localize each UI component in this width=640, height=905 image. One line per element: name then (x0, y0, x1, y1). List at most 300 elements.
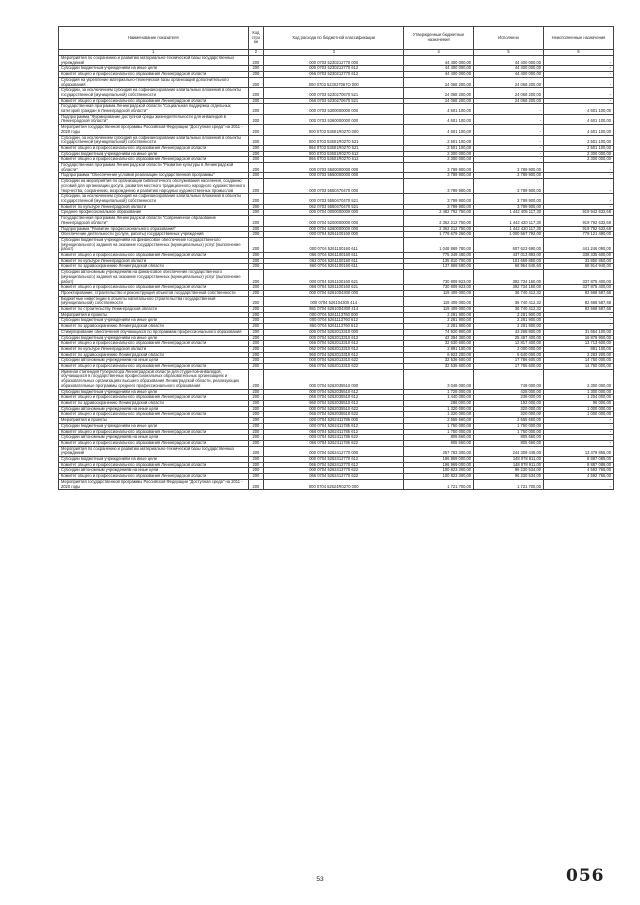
row-kbk: 960 0704 5262013310 612 (264, 352, 404, 358)
row-approved: 24 068 200,00 (404, 77, 474, 87)
row-unexecuted: - (544, 312, 614, 318)
row-approved: 257 783 300,00 (404, 446, 474, 456)
row-unexecuted: - (544, 435, 614, 441)
row-unexecuted: - (544, 98, 614, 104)
table-row (59, 474, 614, 480)
row-kbk: 000 0703 5550470470 521 (264, 194, 404, 204)
report-sheet (58, 26, 614, 490)
row-kbk: 000 0704 5262411785 622 (264, 435, 404, 441)
table-row (59, 72, 614, 78)
row-unexecuted: 8 887 089,00 (544, 462, 614, 468)
row-name: Бюджетные инвестиции в объекты капитального строительства государственной (муниципальной) собственности (59, 296, 249, 306)
row-line-code: 200 (248, 307, 264, 313)
row-executed: 36 740 412,32 (474, 307, 544, 313)
row-executed: 192 000,00 (474, 401, 544, 407)
row-executed: 392 734 150,00 (474, 285, 544, 291)
row-unexecuted: 919 942 632,68 (544, 210, 614, 216)
row-unexecuted: - (544, 440, 614, 446)
row-line-code: 200 (248, 56, 264, 66)
row-unexecuted: 2 300 000,00 (544, 369, 614, 389)
row-line-code: 200 (248, 364, 264, 370)
row-approved: 2 362 212 750,00 (404, 226, 474, 232)
row-executed: - (474, 135, 544, 145)
row-approved: 137 869 580,00 (404, 264, 474, 270)
row-executed: 236 000,00 (474, 395, 544, 401)
row-unexecuted: 68 914 940,00 (544, 264, 614, 270)
table-row (59, 324, 614, 330)
table-row (59, 479, 614, 489)
row-unexecuted: 13 479 855,00 (544, 446, 614, 456)
row-line-code: 200 (248, 179, 264, 194)
row-kbk: 066 0704 5262013310 622 (264, 364, 404, 370)
table-row (59, 77, 614, 87)
header-executed: Исполнено (474, 27, 544, 50)
row-unexecuted: - (544, 324, 614, 330)
row-executed: 5 640 000,00 (474, 352, 544, 358)
row-kbk: 066 0703 5230212770 612 (264, 72, 404, 78)
row-unexecuted: - (544, 318, 614, 324)
row-executed: 1 000 567 792,00 (474, 232, 544, 238)
table-row (59, 125, 614, 135)
row-approved: 1 750 000,00 (404, 429, 474, 435)
row-executed: 1 750 000,00 (474, 429, 544, 435)
row-approved: 2 281 900,00 (404, 324, 474, 330)
row-name: Субсидии бюджетным учреждениям на финансовое обеспечение государственного (муниципального) задания на оказание государственных (муниципальных) услуг (выполнение работ) (59, 237, 249, 252)
row-name: Комитет общего и профессионального образования Ленинградской области (59, 145, 249, 151)
row-kbk: 062 0703 5550470470 521 (264, 204, 404, 210)
row-name: Комитет по здравоохранению Ленинградской области (59, 264, 249, 270)
row-approved: 3 789 900,00 (404, 204, 474, 210)
row-line-code: 200 (248, 369, 264, 389)
row-executed: 320 000,00 (474, 412, 544, 418)
table-row (59, 66, 614, 72)
row-line-code: 200 (248, 264, 264, 270)
row-executed: 3 789 900,00 (474, 204, 544, 210)
row-name: Субсидии автономным учреждениям на иные цели (59, 468, 249, 474)
row-approved: 2 300 000,00 (404, 157, 474, 163)
row-executed: 36 740 412,32 (474, 296, 544, 306)
row-name: Комитет общего и профессионального образования Ленинградской области (59, 474, 249, 480)
row-unexecuted: - (544, 204, 614, 210)
row-kbk: 000 0704 5261113760 000 (264, 312, 404, 318)
header-line-code: Код стро ки (248, 27, 264, 50)
row-name: Субсидии бюджетным учреждениям на иные цели (59, 457, 249, 463)
row-executed: 607 623 690,00 (474, 237, 544, 252)
row-line-code: 200 (248, 457, 264, 463)
row-approved: 119 409 000,00 (404, 296, 474, 306)
table-row (59, 56, 614, 66)
table-row (59, 216, 614, 226)
row-executed: 44 400 000,00 (474, 56, 544, 66)
row-executed: - (474, 104, 544, 114)
row-approved: 44 400 000,00 (404, 56, 474, 66)
row-executed: 24 068 200,00 (474, 77, 544, 87)
row-unexecuted: 2 501 100,00 (544, 145, 614, 151)
row-line-code: 200 (248, 72, 264, 78)
row-line-code: 200 (248, 468, 264, 474)
row-name: Мероприятия по сохранению и развитию материально-технической базы государственных учреждений (59, 56, 249, 66)
table-row (59, 264, 614, 270)
row-unexecuted: 33 850 850,00 (544, 258, 614, 264)
table-row (59, 369, 614, 389)
header-approved: Утвержденные бюджетные назначения (404, 27, 474, 50)
row-line-code: 200 (248, 474, 264, 480)
row-executed: 428 000,00 (474, 389, 544, 395)
row-executed: 3 789 900,00 (474, 163, 544, 173)
row-executed: 2 281 900,00 (474, 318, 544, 324)
row-unexecuted: 2 283 200,00 (544, 352, 614, 358)
row-name: Комитет общего и профессионального образования Ленинградской области (59, 157, 249, 163)
row-approved: 119 409 000,00 (404, 290, 474, 296)
row-name: Комитет по культуре Ленинградской области (59, 258, 249, 264)
row-kbk: 000 0704 5200000000 000 (264, 216, 404, 226)
header-unexecuted: Неисполненные назначения (544, 27, 614, 50)
table-row (59, 204, 614, 210)
row-name: Комитет общего и профессионального образования Ленинградской области (59, 285, 249, 291)
row-unexecuted: 1 204 000,00 (544, 395, 614, 401)
row-kbk: 000 0704 0000000000 000 (264, 210, 404, 216)
table-row (59, 194, 614, 204)
row-executed: 44 400 000,00 (474, 72, 544, 78)
row-unexecuted: - (544, 423, 614, 429)
row-line-code: 200 (248, 318, 264, 324)
row-name: Комитет по здравоохранению Ленинградской области (59, 352, 249, 358)
row-name: Комитет по здравоохранению Ленинградской области (59, 401, 249, 407)
row-line-code: 200 (248, 204, 264, 210)
row-unexecuted: 82 668 587,68 (544, 290, 614, 296)
row-line-code: 200 (248, 412, 264, 418)
table-row (59, 296, 614, 306)
row-line-code: 200 (248, 423, 264, 429)
row-unexecuted: 337 875 400,00 (544, 270, 614, 285)
row-kbk: 000 0704 5262013310 622 (264, 358, 404, 364)
row-line-code: 200 (248, 329, 264, 335)
row-unexecuted: 82 668 587,68 (544, 307, 614, 313)
table-row (59, 341, 614, 347)
row-executed: 3 789 900,00 (474, 194, 544, 204)
row-line-code: 200 (248, 270, 264, 285)
table-row (59, 440, 614, 446)
row-executed: 1 442 420 117,30 (474, 226, 544, 232)
row-line-code: 200 (248, 346, 264, 352)
row-approved: 24 068 200,00 (404, 88, 474, 98)
row-name: Комитет общего и профессионального образования Ленинградской области (59, 341, 249, 347)
col-number: 4 (404, 50, 474, 56)
row-name: Мероприятия и проекты (59, 312, 249, 318)
row-executed: 17 786 600,00 (474, 364, 544, 370)
row-line-code: 200 (248, 462, 264, 468)
row-name: Комитет общего и профессионального образования Ленинградской области (59, 395, 249, 401)
row-executed: 17 786 600,00 (474, 358, 544, 364)
row-line-code: 200 (248, 479, 264, 489)
table-row (59, 346, 614, 352)
row-kbk: 000 0704 5261100160 611 (264, 237, 404, 252)
row-name: Комитет общего и профессионального образования Ленинградской области (59, 98, 249, 104)
row-approved: 4 601 100,00 (404, 104, 474, 114)
row-line-code: 200 (248, 163, 264, 173)
row-approved: 196 969 000,00 (404, 457, 474, 463)
row-approved: 2 281 900,00 (404, 318, 474, 324)
row-kbk: 000 0703 523027067О 000 (264, 77, 404, 87)
row-kbk: 066 0704 5262035510 612 (264, 395, 404, 401)
row-kbk: 066 0703 53601R0270 521 (264, 145, 404, 151)
header-kbk: Код расхода по бюджетной классификации (264, 27, 404, 50)
row-name: Комитет общего и профессионального образования Ленинградской области (59, 364, 249, 370)
row-unexecuted: 919 792 632,68 (544, 216, 614, 226)
row-unexecuted: 4 601 100,00 (544, 114, 614, 124)
row-kbk: 000 0704 5261004300 000 (264, 290, 404, 296)
row-name: Мероприятия и проекты (59, 418, 249, 424)
row-name: Государственная программа Ленинградской области "Современное образование Ленинградской области" (59, 216, 249, 226)
row-kbk: 000 0704 5262013310 612 (264, 335, 404, 341)
table-row (59, 88, 614, 98)
row-unexecuted: - (544, 179, 614, 194)
table-row (59, 395, 614, 401)
row-approved: 2 891 100,00 (404, 346, 474, 352)
row-name: Подпрограмма "Развитие профессионального образования" (59, 226, 249, 232)
row-name: Комитет общего и профессионального образования Ленинградской области (59, 440, 249, 446)
row-kbk: 960 0704 5261100160 611 (264, 264, 404, 270)
row-kbk: 000 0704 526104300 414 (264, 296, 404, 306)
table-row (59, 358, 614, 364)
row-executed: - (474, 125, 544, 135)
row-approved: 3 048 000,00 (404, 369, 474, 389)
row-name: Стимулирование обеспечения обучающихся по программам профессионального образования (59, 329, 249, 335)
row-name: Комитет общего и профессионального образования Ленинградской области (59, 412, 249, 418)
row-kbk: 062 0704 5261100160 611 (264, 258, 404, 264)
row-executed: 244 309 445,00 (474, 446, 544, 456)
row-approved: 2 501 100,00 (404, 135, 474, 145)
row-kbk: 000 0703 5300000000 000 (264, 104, 404, 114)
row-approved: 3 789 900,00 (404, 179, 474, 194)
row-executed: 437 013 893,00 (474, 253, 544, 259)
row-executed: 96 230 534,00 (474, 474, 544, 480)
row-approved: 44 400 000,00 (404, 72, 474, 78)
row-approved: 2 281 900,00 (404, 312, 474, 318)
row-line-code: 200 (248, 114, 264, 124)
row-executed: 24 068 200,00 (474, 98, 544, 104)
row-executed: 392 734 150,00 (474, 270, 544, 285)
row-approved: 2 501 100,00 (404, 145, 474, 151)
row-approved: 3 789 900,00 (404, 194, 474, 204)
row-unexecuted: 891 100,00 (544, 346, 614, 352)
row-unexecuted: 1 300 000,00 (544, 389, 614, 395)
row-executed: - (474, 114, 544, 124)
row-kbk: 000 0704 5262035510 000 (264, 369, 404, 389)
row-name: Субсидии бюджетным учреждениям на иные цели (59, 151, 249, 157)
col-number: 3 (264, 50, 404, 56)
row-name: Субсидии бюджетным учреждениям на иные цели (59, 318, 249, 324)
row-approved: 3 789 900,00 (404, 163, 474, 173)
row-approved: 805 660,00 (404, 435, 474, 441)
row-name: Среднее профессиональное образование (59, 210, 249, 216)
row-name: Государственная программа Ленинградской области "Социальная поддержка отдельных категорий граждан в Ленинградской области" (59, 104, 249, 114)
row-unexecuted: - (544, 418, 614, 424)
row-executed: 805 660,00 (474, 435, 544, 441)
row-kbk: 000 0704 52624R0270 000 (264, 479, 404, 489)
row-unexecuted: 82 668 587,68 (544, 296, 614, 306)
row-name: Субсидии автономным учреждениям на иные цели (59, 406, 249, 412)
row-line-code: 200 (248, 104, 264, 114)
row-unexecuted: 4 601 100,00 (544, 125, 614, 135)
row-approved: 730 809 923,00 (404, 285, 474, 291)
table-row (59, 468, 614, 474)
row-executed: - (474, 145, 544, 151)
row-unexecuted: 4 601 100,00 (544, 104, 614, 114)
row-unexecuted: - (544, 479, 614, 489)
row-approved: 32 536 600,00 (404, 364, 474, 370)
row-line-code: 200 (248, 395, 264, 401)
table-row (59, 435, 614, 441)
budget-table (58, 26, 614, 490)
row-unexecuted: 779 121 490,00 (544, 232, 614, 238)
row-name: Мероприятия государственной программы Российской Федерации "Доступная среда" на 2011 - 2020 годы (59, 479, 249, 489)
row-approved: 32 630 600,00 (404, 341, 474, 347)
row-line-code: 200 (248, 151, 264, 157)
row-name: Обеспечение деятельности (услуги, работы) государственных учреждений (59, 232, 249, 238)
row-executed: 101 659 850,00 (474, 258, 544, 264)
row-kbk: 000 0704 5262412770 612 (264, 457, 404, 463)
row-approved: 3 789 900,00 (404, 173, 474, 179)
table-row (59, 253, 614, 259)
row-line-code: 200 (248, 358, 264, 364)
table-row (59, 329, 614, 335)
row-kbk: 960 0704 5262035510 612 (264, 401, 404, 407)
table-row (59, 352, 614, 358)
row-unexecuted: - (544, 66, 614, 72)
row-line-code: 200 (248, 389, 264, 395)
table-row (59, 173, 614, 179)
row-approved: 4 601 100,00 (404, 114, 474, 124)
row-name: Комитет по строительству Ленинградской области (59, 307, 249, 313)
row-approved: 44 400 000,00 (404, 66, 474, 72)
row-executed: 43 268 800,00 (474, 329, 544, 335)
table-row (59, 423, 614, 429)
row-name: Субсидия на укрепление материально-технической базы организаций дополнительного образования (59, 77, 249, 87)
row-approved: 4 601 100,00 (404, 125, 474, 135)
row-kbk: 000 0703 5360000000 000 (264, 114, 404, 124)
table-row (59, 237, 614, 252)
row-line-code: 200 (248, 253, 264, 259)
row-kbk: 000 0703 5500000000 000 (264, 163, 404, 173)
row-unexecuted: - (544, 163, 614, 173)
row-approved: 196 969 000,00 (404, 462, 474, 468)
row-kbk: 000 0703 5230270670 521 (264, 88, 404, 98)
row-approved: 135 810 700,00 (404, 258, 474, 264)
row-kbk: 000 0704 5262411785 612 (264, 423, 404, 429)
row-kbk: 000 0704 5261100160 621 (264, 270, 404, 285)
table-row (59, 462, 614, 468)
row-name: Субсидии, за исключением субсидий на софинансирование капитальных вложений в объекты государственной (муниципальной) собственности (59, 88, 249, 98)
row-name: Субсидии автономным учреждениям на иные цели (59, 435, 249, 441)
row-line-code: 200 (248, 216, 264, 226)
row-executed: 2 555 660,00 (474, 418, 544, 424)
row-kbk: 066 0704 5262412770 622 (264, 474, 404, 480)
row-line-code: 200 (248, 226, 264, 232)
row-line-code: 200 (248, 157, 264, 163)
row-unexecuted: - (544, 173, 614, 179)
row-executed: 805 660,00 (474, 440, 544, 446)
row-unexecuted: 4 592 766,00 (544, 468, 614, 474)
row-unexecuted: 8 887 089,00 (544, 457, 614, 463)
row-name: Государственная программа Ленинградской области "Развитие культуры в Ленинградской области" (59, 163, 249, 173)
row-unexecuted: 1 000 000,00 (544, 412, 614, 418)
row-unexecuted: - (544, 72, 614, 78)
row-approved: 1 048 869 780,00 (404, 237, 474, 252)
row-kbk: 000 0704 5262412770 622 (264, 468, 404, 474)
row-line-code: 200 (248, 352, 264, 358)
row-line-code: 200 (248, 312, 264, 318)
row-kbk: 066 0704 5262035510 622 (264, 412, 404, 418)
row-approved: 42 384 300,00 (404, 335, 474, 341)
row-executed: 2 281 900,00 (474, 312, 544, 318)
row-kbk: 000 0703 53601R0270 000 (264, 125, 404, 135)
row-approved: 119 409 000,00 (404, 307, 474, 313)
header-name: Наименование показателя (59, 27, 249, 50)
row-line-code: 200 (248, 285, 264, 291)
row-line-code: 200 (248, 401, 264, 407)
row-line-code: 200 (248, 194, 264, 204)
row-line-code: 200 (248, 418, 264, 424)
row-executed: 2 000 000,00 (474, 346, 544, 352)
row-approved: 6 923 200,00 (404, 352, 474, 358)
row-name: Субсидии автономным учреждениям на иные цели (59, 358, 249, 364)
row-kbk: 066 0704 5261100160 611 (264, 253, 404, 259)
table-row (59, 412, 614, 418)
row-approved: 775 349 480,00 (404, 253, 474, 259)
row-kbk: 000 0704 5261113760 612 (264, 318, 404, 324)
row-unexecuted: 338 335 600,00 (544, 253, 614, 259)
row-executed: 96 230 534,00 (474, 468, 544, 474)
table-row (59, 307, 614, 313)
table-row (59, 135, 614, 145)
row-kbk: 000 0703 5550000000 000 (264, 173, 404, 179)
row-kbk: 000 0704 5260000000 000 (264, 226, 404, 232)
col-number: 6 (544, 50, 614, 56)
row-name: Подпрограмма "Формирование доступной среды жизнедеятельности для инвалидов в Ленинградской области" (59, 114, 249, 124)
row-name: Мероприятия государственной программы Российской Федерации "Доступная среда" на 2011 - 2020 годы (59, 125, 249, 135)
row-approved: 32 536 600,00 (404, 358, 474, 364)
row-line-code: 200 (248, 258, 264, 264)
row-unexecuted: 919 792 632,68 (544, 226, 614, 232)
table-row (59, 285, 614, 291)
row-approved: 805 660,00 (404, 440, 474, 446)
row-executed: 148 078 911,00 (474, 462, 544, 468)
row-kbk: 066 0704 5262013310 612 (264, 341, 404, 347)
row-name: Субсидии автономным учреждениям на финансовое обеспечение государственного (муниципального) задания на оказание государственных (муниципальных) услуг (выполнение работ) (59, 270, 249, 285)
row-unexecuted: 337 875 400,00 (544, 285, 614, 291)
table-row (59, 290, 614, 296)
row-kbk: 000 0703 53601R0270 521 (264, 135, 404, 145)
row-executed: 68 954 645,60 (474, 264, 544, 270)
row-name: Субсидии бюджетным учреждениям на иные цели (59, 66, 249, 72)
table-row (59, 335, 614, 341)
row-name: Комитет общего и профессионального образования Ленинградской области (59, 253, 249, 259)
col-number: 1 (59, 50, 249, 56)
row-line-code: 200 (248, 429, 264, 435)
row-unexecuted: - (544, 194, 614, 204)
row-executed: 1 750 000,00 (474, 423, 544, 429)
row-line-code: 200 (248, 98, 264, 104)
row-name: Комитет по культуре Ленинградской области (59, 204, 249, 210)
table-row (59, 364, 614, 370)
col-number: 5 (474, 50, 544, 56)
table-row (59, 446, 614, 456)
row-line-code: 200 (248, 88, 264, 98)
row-executed: 3 789 900,00 (474, 173, 544, 179)
row-line-code: 200 (248, 135, 264, 145)
table-row (59, 389, 614, 395)
